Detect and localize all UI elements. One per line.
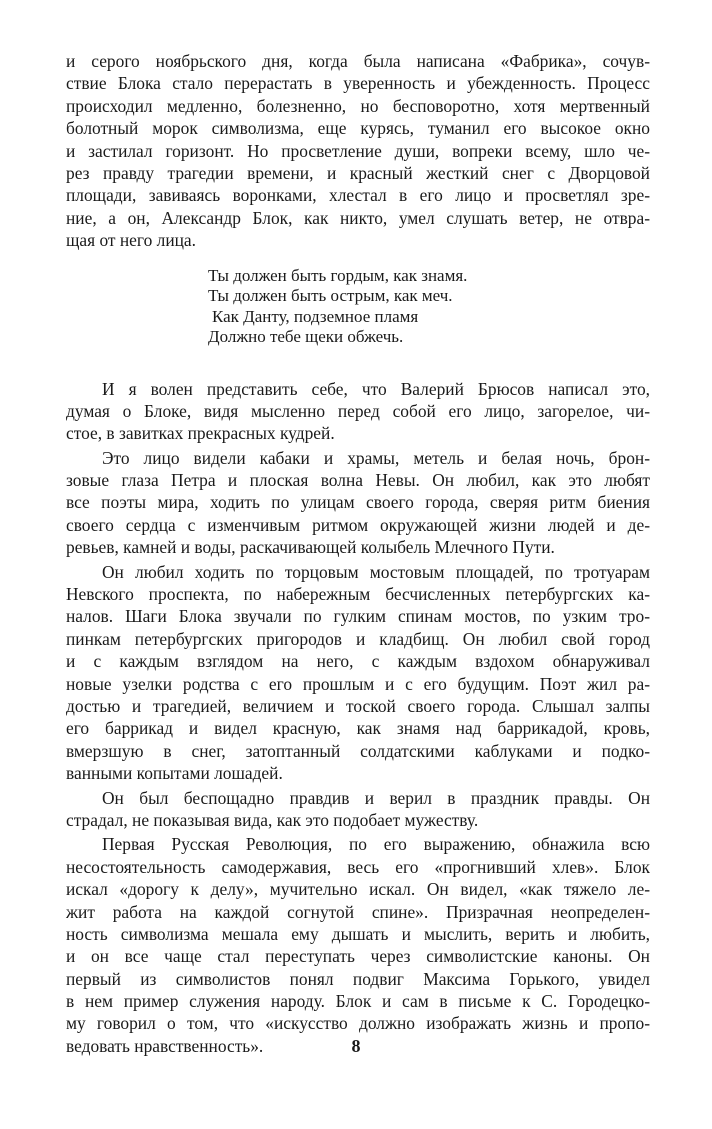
text-line: и он все чаще стал переступать через символистские каноны. Он [66,946,650,967]
text-line: ствие Блока стало перерастать в уверенность и убежденность. Процесс [66,73,650,94]
text-line: новые узелки родства с его прошлым и с его будущим. Поэт жил ра- [66,673,650,694]
text-line: налов. Шаги Блока звучали по гулким спинам мостов, по узким тро- [66,606,650,627]
paragraph-4 [66,561,650,785]
text-line: его баррикад и видел красную, как знамя над баррикадой, кровь, [66,718,650,739]
text-line: И я волен представить себе, что Валерий Брюсов написал это, [102,378,650,399]
text-line: ние, а он, Александр Блок, как никто, умел слушать ветер, не отвра- [66,207,650,228]
paragraph-1 [66,50,650,252]
text-line: стое, в завитках прекрасных кудрей. [66,423,335,444]
text-line: вмерзшую в снег, затоптанный солдатскими каблуками и подко- [66,740,650,761]
text-line: думая о Блоке, видя мысленно перед собой его лицо, загорелое, чи- [66,400,650,421]
text-line: рез правду трагедии времени, и красный жесткий снег с Дворцовой [66,162,650,183]
poem-line: Ты должен быть острым, как меч. [208,286,453,306]
text-line: ревьев, камней и воды, раскачивающей колыбель Млечного Пути. [66,537,555,558]
paragraph-6 [66,833,650,1057]
text-line: ведовать нравственность». [66,1035,264,1056]
text-line: пинкам петербургских пригородов и кладбищ. Он любил свой город [66,628,650,649]
text-line: ванными копытами лошадей. [66,763,283,784]
text-line: и застилал горизонт. Но просветление души, вопреки всему, шло че- [66,140,650,161]
text-line: достью и трагедией, величием и тоской своего города. Слышал залпы [66,695,650,716]
text-line: в нем пример служения народу. Блок и сам в письме к С. Городецко- [66,991,650,1012]
text-line: му говорил о том, что «искусство должно изображать жизнь и пропо- [66,1013,650,1034]
text-line: жит работа на каждой согнутой спине». Призрачная неопределен- [66,901,650,922]
text-line: и с каждым взглядом на него, с каждым вздохом обнаруживал [66,651,650,672]
text-line: болотный морок символизма, еще курясь, туманил его высокое окно [66,118,650,139]
text-line: Это лицо видели кабаки и храмы, метель и белая ночь, брон- [102,447,650,468]
poem-quote [208,266,650,348]
paragraph-3 [66,447,650,559]
text-line: происходил медленно, болезненно, но бесповоротно, хотя мертвенный [66,95,650,116]
page-number: 8 [351,1036,361,1056]
text-line: щая от него лица. [66,230,196,251]
text-line: Первая Русская Революция, по его выражению, обнажила всю [102,834,650,855]
text-line: своего сердца с изменчивым ритмом окружающей жизни людей и де- [66,514,650,535]
text-line: Он любил ходить по торцовым мостовым площадей, по тротуарам [102,561,650,582]
text-line: страдал, не показывая вида, как это подобает мужеству. [66,809,479,830]
paragraph-5 [66,787,650,832]
text-line: все поэты мира, ходить по улицам своего города, сверяя ритм биения [66,492,650,513]
poem-line: Должно тебе щеки обжечь. [208,327,404,347]
poem-line: Как Данту, подземное пламя [212,306,419,326]
text-line: зовые глаза Петра и плоская волна Невы. Он любил, как это любят [66,470,650,491]
text-line: Он был беспощадно правдив и верил в праздник правды. Он [102,787,650,808]
page-body [66,50,650,1057]
text-line: первый из символистов понял подвиг Максима Горького, увидел [66,968,650,989]
text-line: и серого ноябрьского дня, когда была написана «Фабрика», сочув- [66,51,650,71]
text-line: площади, завиваясь воронками, хлестал в его лицо и просветлял зре- [66,185,650,206]
text-line: ность символизма мешала ему дышать и мыслить, верить и любить, [66,923,650,944]
text-line: Невского проспекта, по набережным бесчисленных петербургских ка- [66,584,650,605]
text-line: искал «дорогу к делу», мучительно искал. Он видел, «как тяжело ле- [66,879,650,900]
poem-line: Ты должен быть гордым, как знамя. [208,265,468,285]
paragraph-2 [66,378,650,445]
text-line: несостоятельность самодержавия, весь его «прогнивший хлев». Блок [66,856,650,877]
